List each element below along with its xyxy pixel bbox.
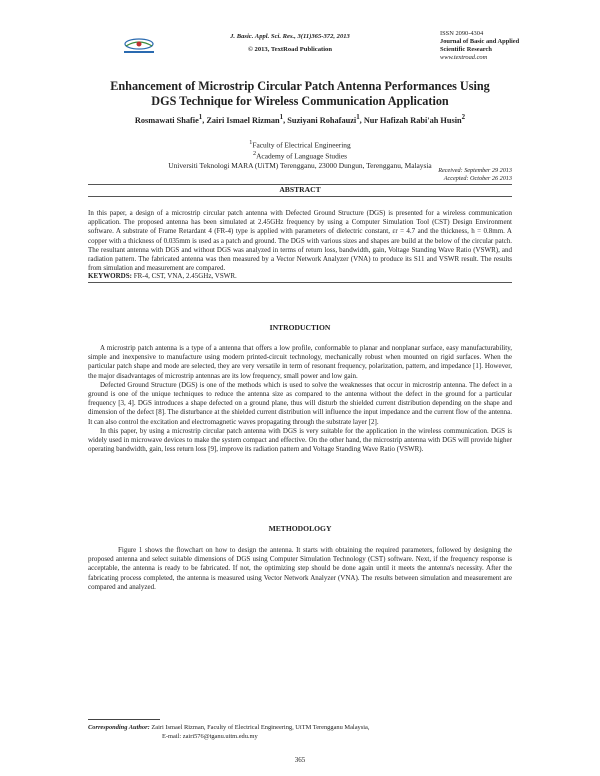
methodology-paragraph-1: Figure 1 shows the flowchart on how to design the antenna. It starts with obtaining the required parameters, followed by designing the proposed antenna and select suitable dimensions of DGS using Computer Simulation Technology (CST) software. Next, if the frequency response is acceptable, the antenna is ready to be fabricated. If not, the optimizing step should be done again until it meets the antenna's necessity. After the fabricating process completed, the antenna is measured using Vector Network Analyzer (VNA). The results between simulation and measurement are compared and analyzed.	[88, 546, 512, 591]
abstract-text: In this paper, a design of a microstrip circular patch antenna with Defected Ground Structure (DGS) is presented for a wireless communication application. The proposed antenna has been simulated at 2.45GHz frequency by using a Computer Simulation Tool (CST) Design Environment software. A substrate of Frame Retardant 4 (FR-4) type is applied with parameters of dielectric constant, εr = 4.7 and the thickness, h = 0.8mm. A copper with a thickness of 0.035mm is used as a patch and ground. The DGS with various sizes and shapes are build at the below of the circular patch. The resultant antenna with DGS and without DGS was analyzed in terms of return loss, bandwidth, gain, Voltage Standing Wave Ratio (VSWR), and radiation pattern. The fabricated antenna was then measured by a Vector Network Analyzer (VNA) to produce its S11 and VSWR result. The results from simulation and measurement are compared.	[88, 209, 512, 273]
journal-citation: J. Basic. Appl. Sci. Res., 3(11)365-372, 2013	[230, 33, 350, 40]
footnote-rule	[88, 719, 160, 720]
journal-website: www.textroad.com	[440, 54, 488, 61]
keywords-list: FR-4, CST, VNA, 2.45GHz, VSWR.	[133, 272, 237, 280]
intro-paragraph-1: A microstrip patch antenna is a type of a antenna that offers a low profile, conformable to planar and nonplanar surface, easy manufacturability, simple and inexpensive to manufacture using modern printed-circuit technology, mechanically robust when mounted on rigid surfaces. When the particular patch shape and mode are selected, they are very versatile in term of resonant frequency, polarization, pattern, and impedance [1]. However, the major disadvantages of microstrip antennas are its low frequency, small power and low gain.	[88, 344, 512, 380]
author-2-sup: 1	[279, 114, 284, 121]
affiliation-2: $^2$Academy of Language Studies	[253, 151, 347, 161]
corresponding-author	[88, 723, 512, 741]
accepted-date: Accepted: October 26 2013	[443, 175, 512, 183]
title-line1: Enhancement of Microstrip Circular Patch Antenna Performances Using	[110, 79, 490, 93]
issn: ISSN 2090-4304	[440, 30, 484, 37]
page-number: 365	[294, 756, 306, 764]
received-date: Received: September 29 2013	[438, 167, 512, 174]
intro-paragraph-2: Defected Ground Structure (DGS) is one of the methods which is used to solve the weaknesses that occur in microstrip antenna. The defect in a ground is one of the unique techniques to reduce the antenna size as compared to the antenna without the defect in the ground for a particular frequency [3, 4]. DGS introduces a shape defected on a ground plane, thus will disturb the shielded current distribution depending on the shape and dimension of the defect [8]. The disturbance at the shielded current distribution will influence the input impedance and the current flow of the antenna. It can also control the excitation and electromagnetic waves propagating through the substrate layer [2].	[88, 380, 512, 426]
introduction-body	[88, 344, 512, 454]
author-1-sup: 1	[198, 114, 203, 121]
affiliations	[90, 139, 510, 171]
journal-header	[190, 30, 390, 56]
author-3-sup: 1	[356, 114, 360, 121]
publisher-logo	[118, 36, 160, 56]
methodology-heading: METHODOLOGY	[268, 524, 332, 533]
abstract-heading: ABSTRACT	[279, 185, 321, 194]
submission-dates	[380, 167, 512, 183]
corresponding-author-email: E-mail: zairi576@tganu.uitm.edu.my	[162, 733, 258, 740]
author-1: Rosmawati Shafie	[134, 115, 199, 125]
author-list: Rosmawati Shafie$^1$, Zairi Ismael Rizman$^1$, Suziyani Rohafauzi$^1$, Nur Hafizah Rabi'ah Husin$^2$	[134, 114, 466, 125]
intro-paragraph-3: In this paper, by using a microstrip circular patch antenna with DGS is very suitable for the application in the wireless communication. DGS is widely used in microwave devices to make the system compact and effective. On the other hand, the microstrip antenna with DGS will provide higher operating bandwidth, gain, less return loss [9], improve its radiation pattern and Voltage Standing Wave Ratio (VSWR).	[88, 426, 512, 454]
abstract-bottom-rule	[88, 282, 512, 283]
methodology-body	[88, 546, 512, 592]
keywords	[88, 272, 512, 280]
author-3: Suziyani Rohafauzi	[287, 115, 357, 125]
affiliation-3: Universiti Teknologi MARA (UiTM) Terengganu, 23000 Dungun, Terengganu, Malaysia	[168, 161, 432, 171]
keywords-label: KEYWORDS:	[88, 272, 132, 280]
title-line2: DGS Technique for Wireless Communication Application	[151, 94, 449, 108]
author-4: Nur Hafizah Rabi'ah Husin	[363, 115, 462, 125]
copyright-line: © 2013, TextRoad Publication	[247, 46, 333, 53]
journal-info	[440, 30, 570, 62]
corresponding-author-label: Corresponding Author:	[88, 724, 150, 731]
paper-title	[70, 79, 530, 109]
introduction-heading: INTRODUCTION	[269, 323, 331, 332]
affiliation-1: $^1$Faculty of Electrical Engineering	[249, 140, 351, 150]
corresponding-author-text: Zairi Ismael Rizman, Faculty of Electrical Engineering, UiTM Terengganu Malaysia,	[151, 724, 370, 731]
abstract-heading-rule	[88, 196, 512, 197]
author-2: Zairi Ismael Rizman	[206, 115, 280, 125]
journal-name-line1: Journal of Basic and Applied	[440, 38, 520, 45]
journal-name-line2: Scientific Research	[440, 46, 492, 53]
author-4-sup: 2	[461, 114, 466, 121]
